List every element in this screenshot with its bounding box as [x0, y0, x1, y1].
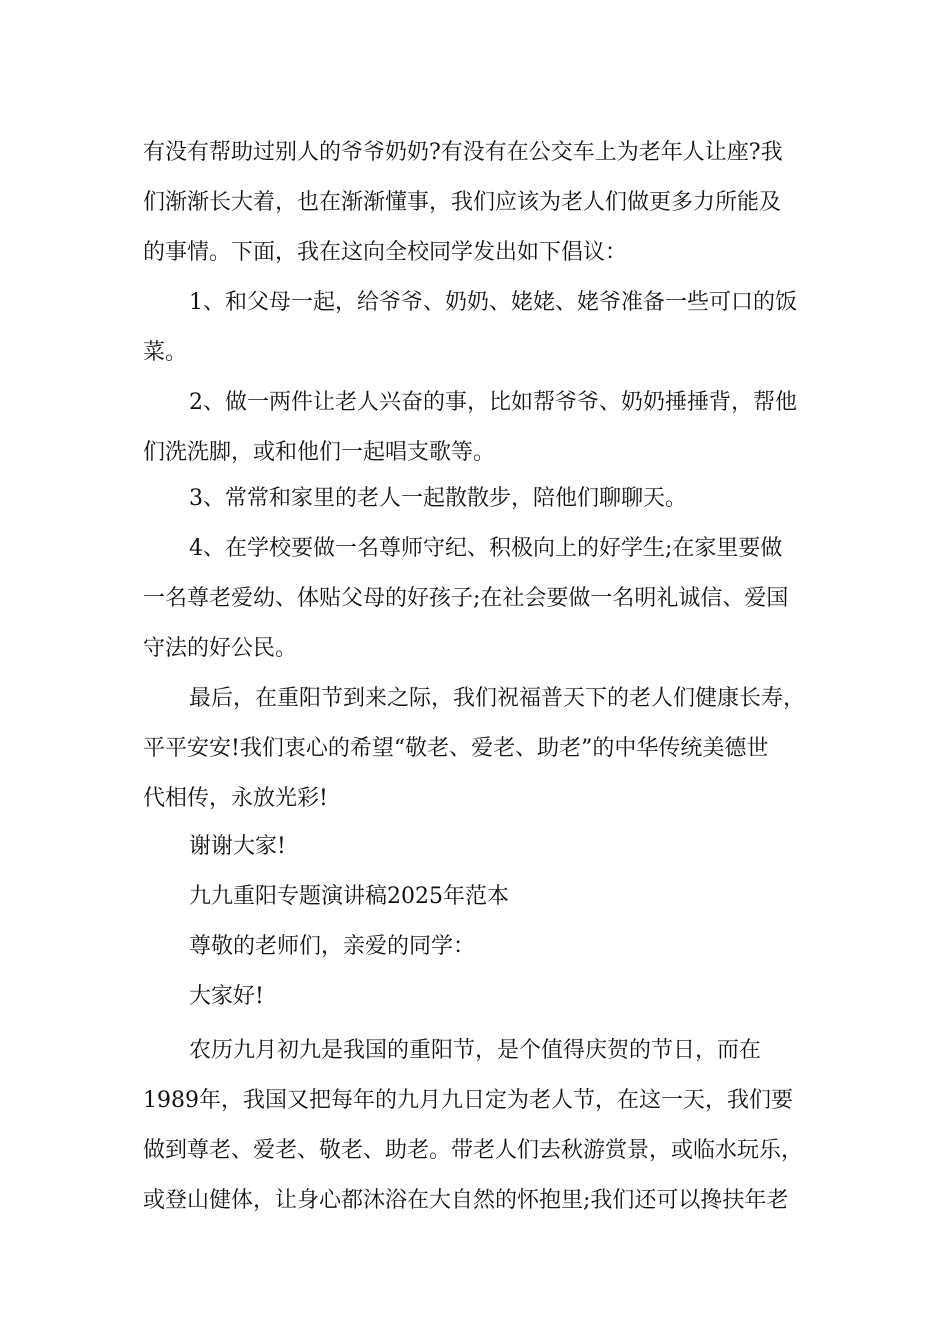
text-line: 们洗洗脚，或和他们一起唱支歌等。	[143, 440, 496, 465]
paragraph-intro	[143, 128, 833, 278]
paragraph-thanks	[143, 822, 833, 872]
paragraph-greeting	[143, 972, 833, 1022]
text-line: 一名尊老爱幼、体贴父母的好孩子;在社会要做一名明礼诚信、爱国	[143, 586, 789, 611]
text-line: 农历九月初九是我国的重阳节，是个值得庆贺的节日，而在	[189, 1038, 762, 1063]
text-line: 的事情。下面，我在这向全校同学发出如下倡议：	[143, 240, 628, 265]
section-title	[143, 872, 833, 922]
text-line: 做到尊老、爱老、敬老、助老。带老人们去秋游赏景，或临水玩乐，	[143, 1138, 804, 1163]
paragraph-item-2	[143, 378, 833, 478]
paragraph-closing	[143, 674, 833, 824]
paragraph-item-4	[143, 524, 833, 674]
text-line: 平平安安!我们衷心的希望“敬老、爱老、助老”的中华传统美德世	[143, 736, 769, 761]
text-line: 们渐渐长大着，也在渐渐懂事，我们应该为老人们做更多力所能及	[143, 190, 782, 215]
paragraph-salutation	[143, 922, 833, 972]
text-line: 守法的好公民。	[143, 636, 298, 661]
text-line: 1989年，我国又把每年的九月九日定为老人节，在这一天，我们要	[143, 1088, 793, 1113]
text-line: 有没有帮助过别人的爷爷奶奶?有没有在公交车上为老年人让座?我	[143, 140, 783, 165]
text-line: 谢谢大家!	[189, 834, 286, 859]
text-line: 九九重阳专题演讲稿2025年范本	[189, 884, 509, 909]
text-line: 最后，在重阳节到来之际，我们祝福普天下的老人们健康长寿，	[189, 686, 806, 711]
text-line: 2、做一两件让老人兴奋的事，比如帮爷爷、奶奶捶捶背，帮他	[189, 390, 797, 415]
text-line: 1、和父母一起，给爷爷、奶奶、姥姥、姥爷准备一些可口的饭	[189, 290, 797, 315]
text-line: 代相传，永放光彩!	[143, 786, 328, 811]
text-line: 菜。	[143, 340, 188, 365]
text-line: 或登山健体，让身心都沐浴在大自然的怀抱里;我们还可以搀扶年老	[143, 1188, 789, 1213]
paragraph-item-3	[143, 474, 833, 524]
text-line: 大家好!	[189, 984, 264, 1009]
text-line: 3、常常和家里的老人一起散散步，陪他们聊聊天。	[189, 486, 687, 511]
paragraph-item-1	[143, 278, 833, 378]
paragraph-body	[143, 1026, 833, 1226]
text-line: 尊敬的老师们，亲爱的同学：	[189, 934, 476, 959]
text-line: 4、在学校要做一名尊师守纪、积极向上的好学生;在家里要做	[189, 536, 783, 561]
